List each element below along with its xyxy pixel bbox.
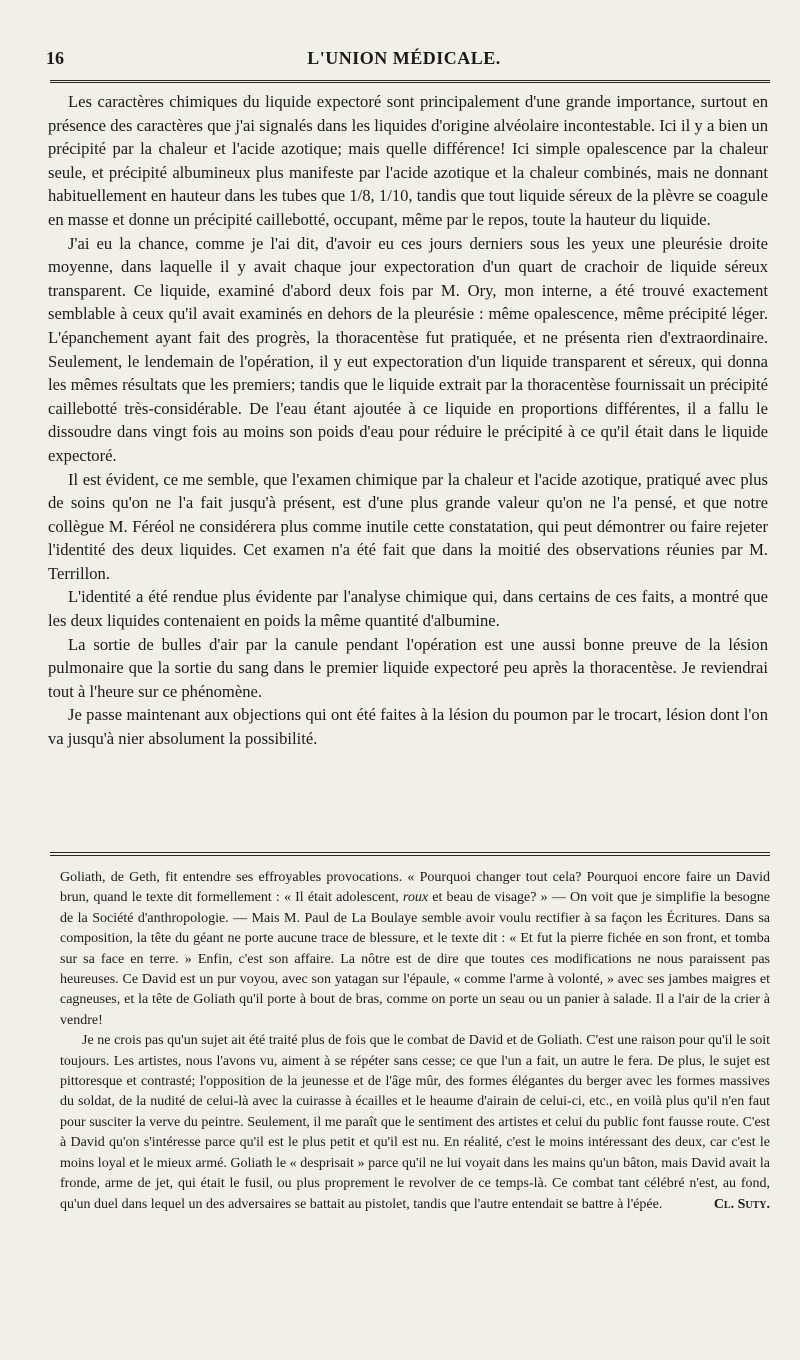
body-paragraph: La sortie de bulles d'air par la canule pendant l'opération est une aussi bonne preuve de la lésion pulmonaire que la sortie du sang dans le premier liquide expectoré peu après la thoracentèse. Je reviendrai tout à l'heure sur ce phénomène. (48, 634, 768, 701)
author-signature: Cl. Suty. (713, 1196, 770, 1212)
feuilleton-section (60, 868, 770, 1215)
page-header (46, 48, 762, 74)
feuilleton-text: Je ne crois pas qu'un sujet ait été traité plus de fois que le combat de David et de Goliath. C'est une raison pour qu'il le soit toujours. Les artistes, nous l'avons vu, aiment à se répéter sans cesse; ce que l'un a fait, un autre le fera. De plus, le sujet est pittoresque et contrasté; l'opposition de la jeunesse et de l'âge mûr, des formes élégantes du berger avec les formes massives du soldat, de la nudité de celui-là avec la cuirasse à écailles et le heaume d'airain de celui-ci, etc., en voilà plus qu'il n'en faut pour susciter la verve du peintre. Seulement, il me paraît que le sentiment des artistes et celui du public font fausse route. C'est à David qu'on s'intéresse parce qu'il est le plus petit et qu'il est nu. En réalité, c'est le moins intéressant des deux, car c'est le moins loyal et le mieux armé. Goliath le « desprisait » parce qu'il ne lui voyait dans les mains qu'un bâton, mais David avait la fronde, arme de jet, qui était le fusil, ou plus proprement le revolver de ce temps-là. Ce combat tant célébré n'est, au fond, qu'un duel dans lequel un des adversaires se battait au pistolet, tandis que l'autre entendait se battre à l'épée. (60, 1033, 770, 1212)
body-paragraph: Je passe maintenant aux objections qui ont été faites à la lésion du poumon par le trocart, lésion dont l'on va jusqu'à nier absolument la possibilité. (48, 705, 768, 749)
body-paragraph: L'identité a été rendue plus évidente par l'analyse chimique qui, dans certains de ces faits, a montré que les deux liquides contenaient en poids la même quantité d'albumine. (48, 587, 768, 631)
header-rule (50, 80, 770, 83)
body-paragraph: J'ai eu la chance, comme je l'ai dit, d'avoir eu ces jours derniers sous les yeux une pleurésie droite moyenne, dans laquelle il y avait chaque jour expectoration d'un quart de crachoir de liquide séreux transparent. Ce liquide, examiné d'abord deux fois par M. Ory, mon interne, a été trouvé exactement semblable à ceux qu'il avait examinés en dehors de la pleurésie : même opalescence, même précipité léger. L'épanchement ayant fait des progrès, la thoracentèse fut pratiquée, et ne présenta rien d'extraordinaire. Seulement, le lendemain de l'opération, il y eut expectoration d'un liquide transparent et séreux, qui donna les mêmes résultats que les premiers; tandis que le liquide extrait par la thoracentèse fournissait un précipité caillebotté très-considérable. De l'eau étant ajoutée à ce liquide en proportions différentes, il a fallu le dissoudre dans vingt fois au moins son poids d'eau pour réduire le précipité à ce qu'il était dans le liquide expectoré. (48, 233, 768, 465)
feuilleton-text: Goliath, de Geth, fit entendre ses effroyables provocations. « Pourquoi changer tout cela? Pourquoi encore faire un David brun, quand le texte dit formellement : « Il était adolescent, (60, 870, 770, 906)
page-number: 16 (46, 48, 64, 68)
body-paragraph: Les caractères chimiques du liquide expectoré sont principalement d'une grande importance, surtout en présence des caractères que j'ai signalés dans les liquides d'origine alvéolaire incontestable. Ici il y a bien un précipité par la chaleur et l'acide azotique; mais quelle différence! Ici simple opalescence par la chaleur seule, et précipité albumineux plus manifeste par l'acide azotique et la chaleur combinés, mais ne donnant habituellement en hauteur dans les tubes que 1/8, 1/10, tandis que tout liquide séreux de la plèvre se coagule en masse et donne un précipité caillebotté, occupant, même par le repos, toute la hauteur du liquide. (48, 92, 768, 229)
feuilleton-text: et beau de visage? » — On voit que je simplifie la besogne de la Société d'anthropologie. — Mais M. Paul de La Boulaye semble avoir voulu rectifier à sa façon les Écritures. Dans sa composition, la tête du géant ne porte aucune trace de blessure, et le texte dit : « Et fut la pierre fichée en son front, et tomba sur sa face en terre. » Enfin, c'est son affaire. La nôtre est de dire que toutes ces modifications ne nous paraissent pas heureuses. Ce David est un pur voyou, avec son yatagan sur l'épaule, « comme l'arme à volonté, » avec ses jambes maigres et cagneuses, et la tête de Goliath qu'il porte à bout de bras, comme on porte un seau ou un panier à salade. Il a l'air de la crier à vendre! (60, 890, 770, 1028)
feuilleton-italic: roux (402, 890, 429, 906)
feuilleton-paragraph (60, 1031, 770, 1215)
running-title: L'UNION MÉDICALE. (307, 48, 501, 68)
feuilleton-rule (50, 852, 770, 856)
article-body (48, 90, 768, 751)
feuilleton-paragraph (60, 868, 770, 1031)
body-paragraph: Il est évident, ce me semble, que l'examen chimique par la chaleur et l'acide azotique, pratiqué avec plus de soins qu'on ne l'a fait jusqu'à présent, est d'une plus grande valeur qu'on ne l'a pensé, et que notre collègue M. Féréol ne considérera plus comme inutile cette constatation, qui peut démontrer ou faire rejeter l'identité des deux liquides. Cet examen n'a été fait que dans la moitié des observations réunies par M. Terrillon. (48, 469, 768, 583)
